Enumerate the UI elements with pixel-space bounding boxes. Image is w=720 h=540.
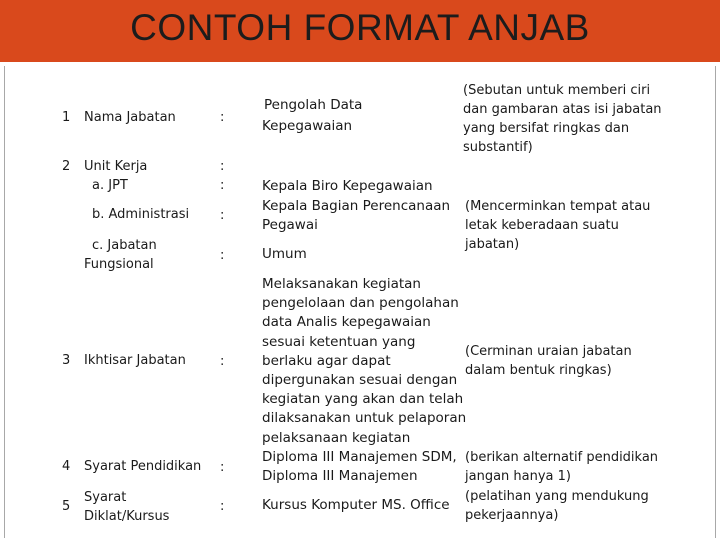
value-line: Pengolah Data bbox=[264, 97, 363, 113]
note-line: dan gambaran atas isi jabatan bbox=[463, 102, 662, 117]
note-line: substantif) bbox=[463, 140, 533, 155]
row-number: 1 bbox=[62, 110, 71, 125]
value-line: pelaksanaan kegiatan bbox=[262, 430, 411, 446]
colon: : bbox=[220, 460, 225, 475]
note-line: letak keberadaan suatu bbox=[465, 218, 619, 233]
value-line: kegiatan yang akan dan telah bbox=[262, 391, 464, 407]
row-label-unit-kerja: Unit Kerja bbox=[84, 159, 148, 174]
note-line: jabatan) bbox=[465, 237, 520, 252]
page-title: CONTOH FORMAT ANJAB bbox=[130, 7, 590, 48]
sub-label-jpt: a. JPT bbox=[92, 178, 128, 193]
value-line: Kepala Biro Kepegawaian bbox=[262, 178, 433, 194]
colon: : bbox=[220, 499, 225, 514]
colon: : bbox=[220, 178, 225, 193]
row-number: 3 bbox=[62, 353, 71, 368]
note-line: (Sebutan untuk memberi ciri bbox=[463, 83, 651, 98]
note-line: yang bersifat ringkas dan bbox=[463, 121, 630, 136]
row-number: 4 bbox=[62, 459, 71, 474]
note-line: (Cerminan uraian jabatan bbox=[465, 344, 632, 359]
row-label-nama-jabatan: Nama Jabatan bbox=[84, 110, 176, 125]
value-line: Pegawai bbox=[262, 217, 318, 233]
row-number: 2 bbox=[62, 159, 71, 174]
row-label-syarat: Syarat bbox=[84, 490, 127, 505]
row-label-ikhtisar-jabatan: Ikhtisar Jabatan bbox=[84, 353, 186, 368]
colon: : bbox=[220, 159, 225, 174]
value-line: dipergunakan sesuai dengan bbox=[262, 372, 458, 388]
value-line: dilaksanakan untuk pelaporan bbox=[262, 410, 467, 426]
value-line: Melaksanakan kegiatan bbox=[262, 276, 421, 292]
value-line: berlaku agar dapat bbox=[262, 353, 391, 369]
note-line: dalam bentuk ringkas) bbox=[465, 363, 612, 378]
row-number: 5 bbox=[62, 499, 71, 514]
note-line: pekerjaannya) bbox=[465, 508, 559, 523]
value-line: Kursus Komputer MS. Office bbox=[262, 497, 450, 513]
note-line: (Mencerminkan tempat atau bbox=[465, 199, 651, 214]
colon: : bbox=[220, 354, 225, 369]
sub-label-administrasi: b. Administrasi bbox=[92, 207, 190, 222]
value-line: sesuai ketentuan yang bbox=[262, 334, 416, 350]
value-line: Kepegawaian bbox=[262, 118, 353, 134]
note-line: jangan hanya 1) bbox=[465, 469, 571, 484]
value-line: Umum bbox=[262, 246, 307, 262]
value-line: Diploma III Manajemen bbox=[262, 468, 418, 484]
row-label-diklat-kursus: Diklat/Kursus bbox=[84, 509, 170, 524]
colon: : bbox=[220, 208, 225, 223]
value-line: data Analis kepegawaian bbox=[262, 314, 431, 330]
value-line: Diploma III Manajemen SDM, bbox=[262, 449, 457, 465]
sub-label-fungsional: Fungsional bbox=[84, 257, 154, 272]
value-line: Kepala Bagian Perencanaan bbox=[262, 198, 451, 214]
value-line: pengelolaan dan pengolahan bbox=[262, 295, 459, 311]
colon: : bbox=[220, 248, 225, 263]
colon: : bbox=[220, 110, 225, 125]
note-line: (pelatihan yang mendukung bbox=[465, 489, 649, 504]
row-label-syarat-pendidikan: Syarat Pendidikan bbox=[84, 459, 202, 474]
title-banner bbox=[0, 0, 720, 62]
sub-label-jabatan: c. Jabatan bbox=[92, 238, 157, 253]
note-line: (berikan alternatif pendidikan bbox=[465, 450, 659, 465]
